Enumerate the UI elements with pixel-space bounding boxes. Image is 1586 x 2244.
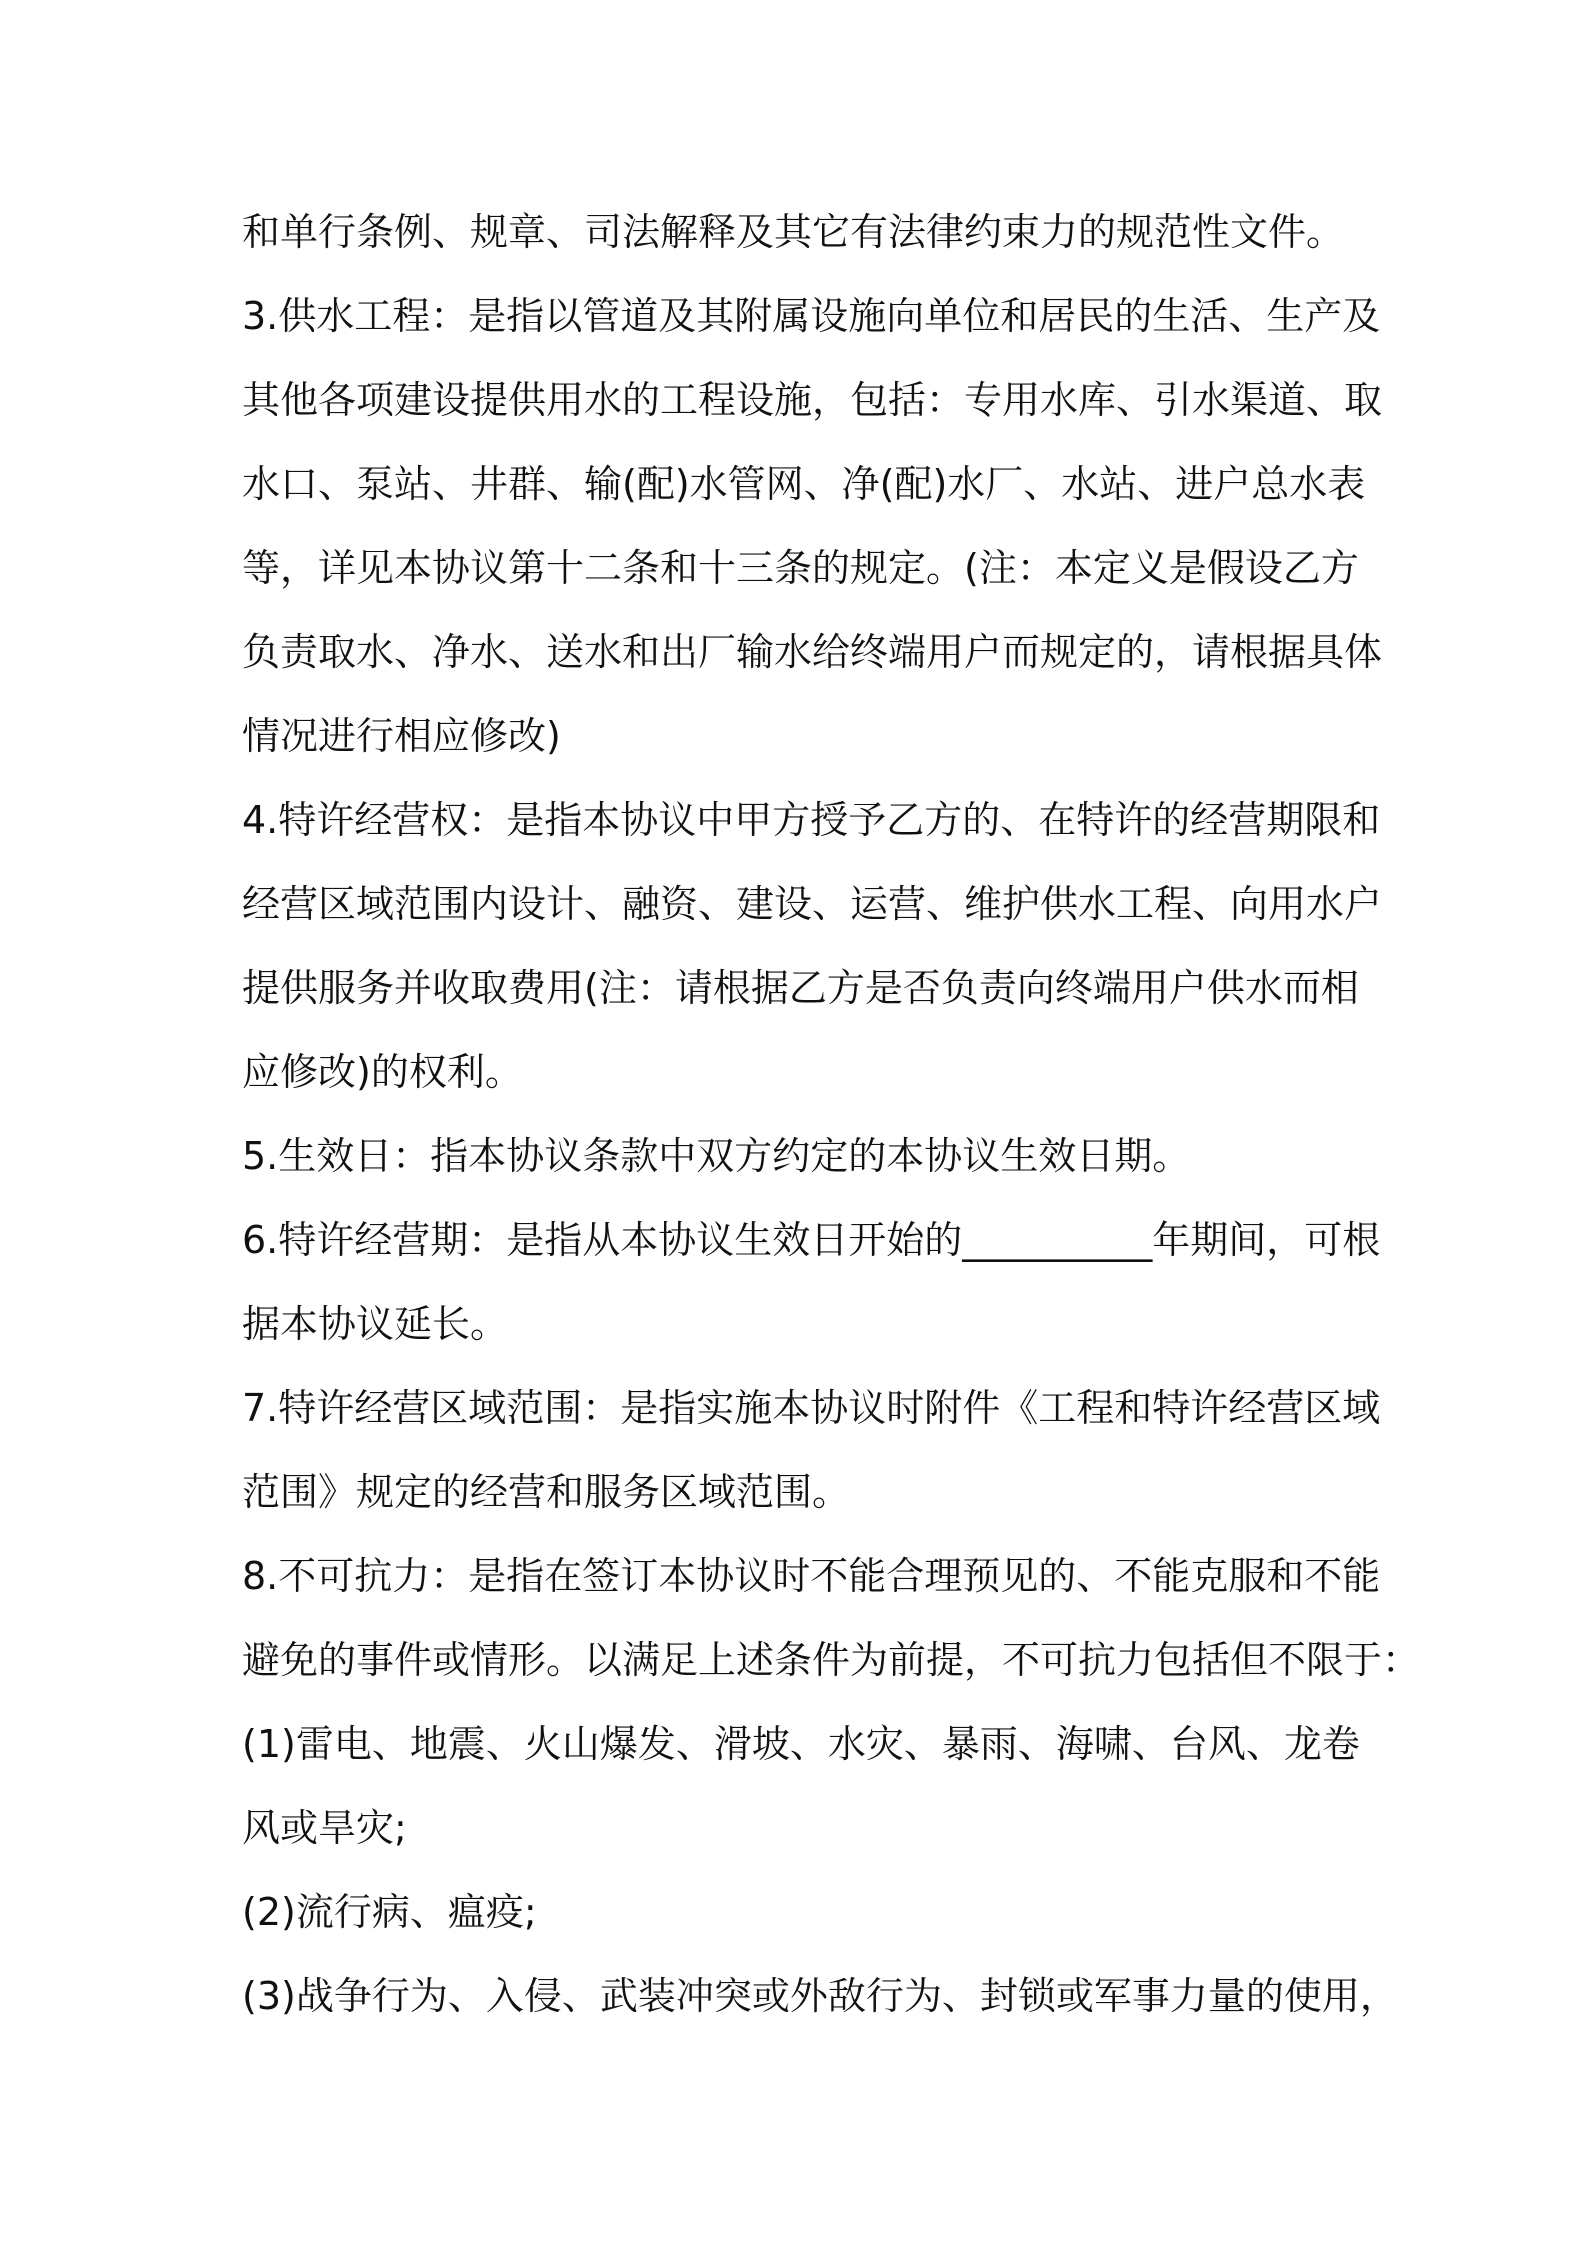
text-line-14: 据本协议延长。 — [242, 1302, 509, 1346]
text-line-12: 5.生效日：指本协议条款中双方约定的本协议生效日期。 — [242, 1134, 1191, 1178]
text-line-8: 4.特许经营权：是指本协议中甲方授予乙方的、在特许的经营期限和 — [242, 798, 1381, 842]
text-line-9: 经营区域范围内设计、融资、建设、运营、维护供水工程、向用水户 — [242, 882, 1383, 926]
text-line-22: (3)战争行为、入侵、武装冲突或外敌行为、封锁或军事力量的使用， — [242, 1974, 1398, 2018]
text-line-2: 3.供水工程：是指以管道及其附属设施向单位和居民的生活、生产及 — [242, 294, 1381, 338]
text-line-21: (2)流行病、瘟疫; — [242, 1890, 537, 1934]
document-body — [242, 190, 1421, 2038]
text-line-17: 8.不可抗力：是指在签订本协议时不能合理预见的、不能克服和不能 — [242, 1554, 1381, 1598]
text-line-15: 7.特许经营区域范围：是指实施本协议时附件《工程和特许经营区域 — [242, 1386, 1381, 1430]
text-line-7: 情况进行相应修改) — [242, 714, 561, 758]
text-line-18: 避免的事件或情形。以满足上述条件为前提，不可抗力包括但不限于： — [242, 1638, 1421, 1682]
text-line-11: 应修改)的权利。 — [242, 1050, 523, 1094]
text-line-19: (1)雷电、地震、火山爆发、滑坡、水灾、暴雨、海啸、台风、龙卷 — [242, 1722, 1360, 1766]
text-line-20: 风或旱灾; — [242, 1806, 407, 1850]
text-line-13: 6.特许经营期：是指从本协议生效日开始的__________年期间，可根 — [242, 1218, 1381, 1262]
text-line-10: 提供服务并收取费用(注：请根据乙方是否负责向终端用户供水而相 — [242, 966, 1359, 1010]
text-line-3: 其他各项建设提供用水的工程设施，包括：专用水库、引水渠道、取 — [242, 378, 1383, 422]
text-line-6: 负责取水、净水、送水和出厂输水给终端用户而规定的，请根据具体 — [242, 630, 1383, 674]
text-line-1: 和单行条例、规章、司法解释及其它有法律约束力的规范性文件。 — [242, 210, 1345, 254]
text-line-4: 水口、泵站、井群、输(配)水管网、净(配)水厂、水站、进户总水表 — [242, 462, 1366, 506]
text-line-16: 范围》规定的经营和服务区域范围。 — [242, 1470, 851, 1514]
text-line-5: 等，详见本协议第十二条和十三条的规定。(注：本定义是假设乙方 — [242, 546, 1359, 590]
